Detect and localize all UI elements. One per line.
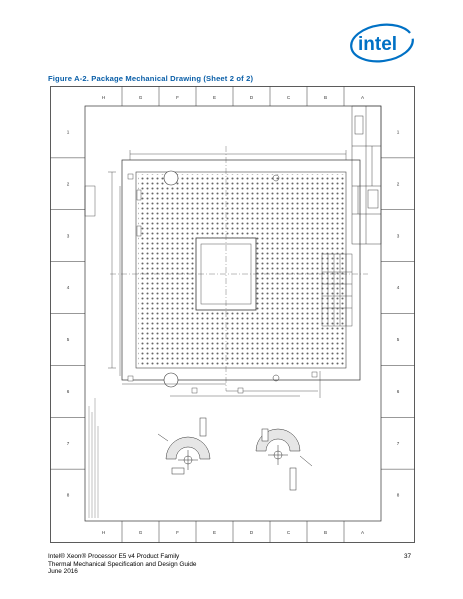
fiducial-top-left <box>164 171 178 185</box>
zone-label-row: 8 <box>66 492 70 498</box>
zone-label-column: G <box>138 530 143 535</box>
zone-label-row: 1 <box>396 129 400 135</box>
zone-label-column: H <box>101 530 106 535</box>
zone-label-row: 1 <box>66 129 70 135</box>
zone-label-column: B <box>323 95 328 100</box>
zone-label-column: H <box>101 95 106 100</box>
zone-label-column: C <box>286 530 291 535</box>
zone-label-row: 6 <box>396 388 400 394</box>
zone-label-column: A <box>360 530 365 535</box>
zone-label-row: 7 <box>66 440 70 446</box>
zone-label-row: 5 <box>396 337 400 343</box>
intel-logo <box>349 22 417 64</box>
intel-logo-wordmark: intel <box>358 34 398 55</box>
drawing-notes-column <box>89 398 98 518</box>
zone-label-row: 2 <box>66 181 70 187</box>
zone-label-row: 8 <box>396 492 400 498</box>
detail-view-b <box>256 429 312 490</box>
zone-label-row: 5 <box>66 337 70 343</box>
zone-label-row: 4 <box>396 285 400 291</box>
zone-label-column: E <box>212 95 217 100</box>
header-block-left <box>85 186 95 216</box>
zone-label-column: G <box>138 95 143 100</box>
zone-label-column: D <box>249 530 254 535</box>
package-mechanical-drawing <box>50 86 415 543</box>
page-number: 37 <box>404 553 412 560</box>
zone-label-row: 7 <box>396 440 400 446</box>
title-block <box>352 106 381 244</box>
zone-label-column: D <box>249 95 254 100</box>
detail-view-a <box>158 418 210 474</box>
zone-label-row: 3 <box>396 233 400 239</box>
zone-label-row: 4 <box>66 285 70 291</box>
zone-label-column: E <box>212 530 217 535</box>
footer-product-line: Intel® Xeon® Processor E5 v4 Product Family <box>48 553 180 560</box>
footer-document-title: Thermal Mechanical Specification and Design Guide <box>48 560 197 568</box>
figure-title: Figure A-2. Package Mechanical Drawing (Sheet 2 of 2) <box>48 74 254 83</box>
document-footer <box>48 553 196 576</box>
zone-label-column: A <box>360 95 365 100</box>
zone-label-column: C <box>286 95 291 100</box>
footer-date: June 2016 <box>48 568 78 576</box>
fiducial-bottom-left <box>164 373 178 387</box>
zone-label-row: 3 <box>66 233 70 239</box>
zone-label-column: F <box>176 95 179 100</box>
zone-label-row: 2 <box>396 181 400 187</box>
zone-label-row: 6 <box>66 388 70 394</box>
zone-label-column: B <box>323 530 328 535</box>
zone-label-column: F <box>176 530 179 535</box>
